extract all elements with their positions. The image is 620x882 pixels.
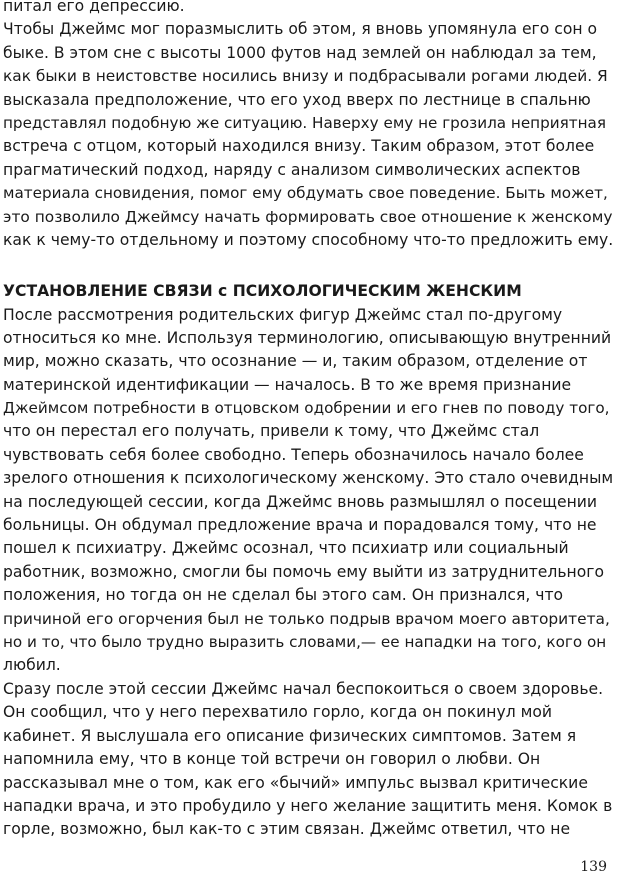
text-line: После рассмотрения родительских фигур Джеймс стал по-другому: [3, 305, 563, 324]
text-line: материнской идентификации — началось. В то же время признание: [3, 375, 572, 394]
text-line: встреча с отцом, который находился внизу. Таким образом, этот более: [3, 137, 595, 156]
text-line: работник, возможно, смогли бы помочь ему выйти из затруднительного: [3, 562, 605, 581]
text-line: что он перестал его получать, привели к тому, что Джеймс стал: [3, 422, 540, 441]
text-line: положения, но тогда он не сделал бы этого сам. Он признался, что: [3, 586, 564, 605]
text-line: пошел к психиатру. Джеймс осознал, что психиатр или социальный: [3, 539, 569, 558]
text-line: как быки в неистовстве носились внизу и подбрасывали рогами людей. Я: [3, 67, 608, 86]
text-line: горле, возможно, был как-то с этим связан. Джеймс ответил, что не: [3, 820, 571, 839]
text-line: Чтобы Джеймс мог поразмыслить об этом, я вновь упомянула его сон о: [3, 20, 598, 39]
page-number: 139: [580, 859, 607, 875]
text-line: чувствовать себя более свободно. Теперь обозначилось начало более: [3, 445, 584, 464]
text-line: напомнила ему, что в конце той встречи он говорил о любви. Он: [3, 750, 541, 769]
text-line: больницы. Он обдумал предложение врача и порадовался тому, что не: [3, 516, 597, 535]
text-line: нападки врача, и это пробудило у него желание защитить меня. Комок в: [3, 796, 613, 815]
text-line: это позволило Джеймсу начать формировать свое отношение к женскому: [3, 207, 613, 226]
text-line: прагматический подход, наряду с анализом символических аспектов: [3, 160, 581, 179]
text-line: рассказывал мне о том, как его «бычий» импульс вызвал критические: [3, 773, 588, 792]
text-line: на последующей сессии, когда Джеймс вновь размышлял о посещении: [3, 492, 598, 511]
text-line: представлял подобную же ситуацию. Наверху ему не грозила неприятная: [3, 113, 606, 132]
text-line: Он сообщил, что у него перехватило горло, когда он покинул мой: [3, 703, 553, 722]
text-line: питал его депрессию.: [3, 0, 185, 15]
text-line: кабинет. Я выслушала его описание физических симптомов. Затем я: [3, 726, 577, 745]
text-line: любил.: [3, 656, 61, 675]
text-line: мир, можно сказать, что осознание — и, таким образом, отделение от: [3, 352, 588, 371]
text-line: Джеймсом потребности в отцовском одобрении и его гнев по поводу того,: [3, 399, 610, 418]
section-heading-text: УСТАНОВЛЕНИЕ СВЯЗИ с ПСИХОЛОГИЧЕСКИМ ЖЕНСКИМ: [3, 282, 522, 300]
text-line: как к чему-то отдельному и поэтому способному что-то предложить ему.: [3, 230, 614, 249]
text-line: материала сновидения, помог ему обдумать свое поведение. Быть может,: [3, 184, 608, 203]
text-line: зрелого отношения к психологическому женскому. Это стало очевидным: [3, 469, 614, 488]
text-line: относиться ко мне. Используя терминологию, описывающую внутренний: [3, 328, 612, 347]
text-line: но и то, что было трудно выразить словами,— ее нападки на того, кого он: [3, 632, 607, 651]
text-line: быке. В этом сне с высоты 1000 футов над землей он наблюдал за тем,: [3, 43, 597, 62]
text-line: Сразу после этой сессии Джеймс начал беспокоиться о своем здоровье.: [3, 680, 604, 698]
paragraph-health: [3, 678, 613, 842]
paragraph-continuation: [3, 0, 613, 252]
text-line: причиной его огорчения был не только подрыв врачом моего авторитета,: [3, 609, 610, 628]
section-heading: [3, 280, 613, 303]
paragraph-relationship: [3, 304, 613, 678]
text-line: высказала предположение, что его уход вверх по лестнице в спальню: [3, 90, 591, 109]
